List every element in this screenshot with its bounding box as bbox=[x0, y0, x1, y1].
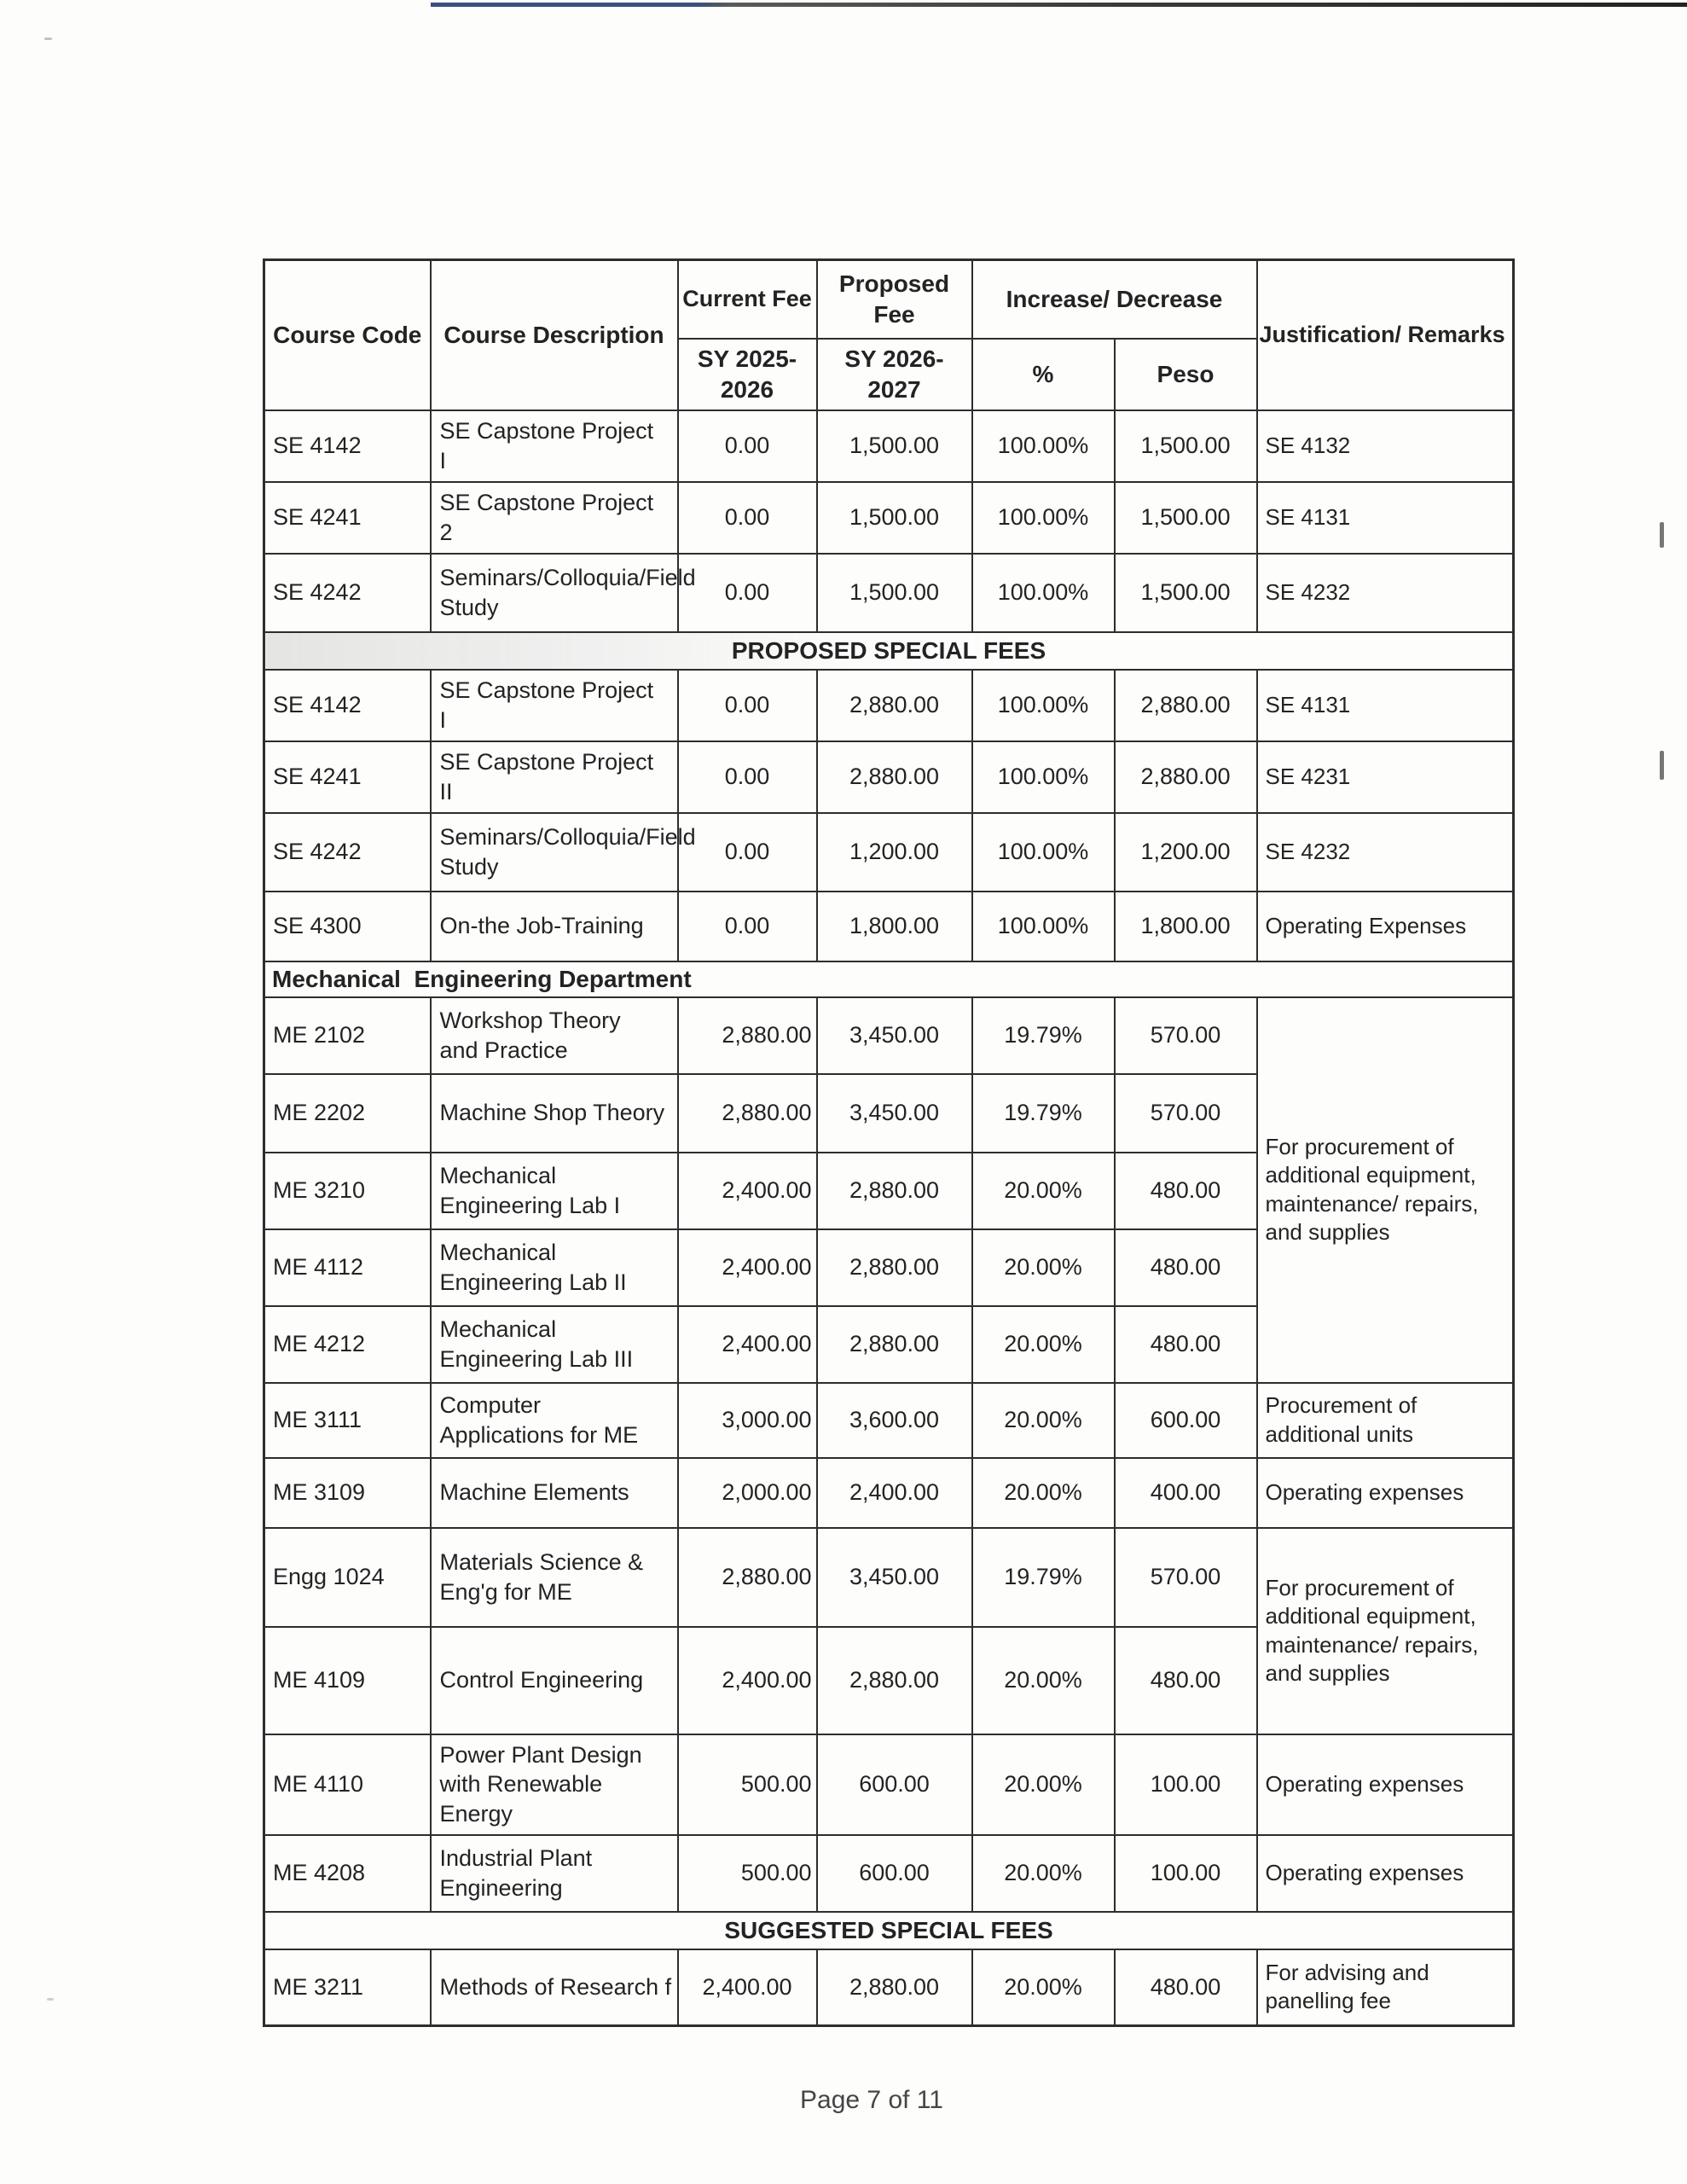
percent-cell: 20.00% bbox=[972, 1458, 1115, 1528]
table-row bbox=[264, 1734, 1514, 1835]
peso-cell: 400.00 bbox=[1115, 1458, 1257, 1528]
justification-cell: Operating expenses bbox=[1257, 1458, 1514, 1528]
table-row bbox=[264, 997, 1514, 1074]
course-description-header: Course Description bbox=[431, 260, 678, 410]
table-row bbox=[264, 741, 1514, 813]
description-cell: SE Capstone Project I bbox=[431, 670, 678, 741]
table-row bbox=[264, 1949, 1514, 2026]
justification-cell-merged: For procurement of additional equipment, maintenance/ repairs, and supplies bbox=[1257, 1528, 1514, 1734]
scan-artifact bbox=[44, 38, 52, 40]
percent-cell: 20.00% bbox=[972, 1627, 1115, 1734]
section-band-proposed-special-fees: PROPOSED SPECIAL FEES bbox=[264, 632, 1514, 670]
current-fee-cell: 500.00 bbox=[678, 1734, 817, 1835]
table-row bbox=[264, 1383, 1514, 1458]
percent-cell: 100.00% bbox=[972, 670, 1115, 741]
course-code-cell: Engg 1024 bbox=[264, 1528, 431, 1627]
section-row bbox=[264, 1912, 1514, 1949]
peso-cell: 1,500.00 bbox=[1115, 482, 1257, 554]
course-code-cell: ME 3210 bbox=[264, 1153, 431, 1229]
justification-cell: SE 4231 bbox=[1257, 741, 1514, 813]
peso-cell: 1,800.00 bbox=[1115, 892, 1257, 961]
current-fee-cell: 2,400.00 bbox=[678, 1229, 817, 1306]
scan-artifact bbox=[1660, 751, 1664, 780]
justification-cell: SE 4132 bbox=[1257, 410, 1514, 482]
current-fee-cell: 0.00 bbox=[678, 410, 817, 482]
table-row bbox=[264, 482, 1514, 554]
table-row bbox=[264, 1835, 1514, 1912]
percent-cell: 100.00% bbox=[972, 892, 1115, 961]
proposed-fee-cell: 1,500.00 bbox=[817, 482, 972, 554]
proposed-fee-cell: 3,450.00 bbox=[817, 997, 972, 1074]
table-row bbox=[264, 1528, 1514, 1627]
peso-cell: 480.00 bbox=[1115, 1306, 1257, 1383]
peso-cell: 480.00 bbox=[1115, 1153, 1257, 1229]
description-cell: SE Capstone Project 2 bbox=[431, 482, 678, 554]
table-row bbox=[264, 410, 1514, 482]
course-code-cell: SE 4241 bbox=[264, 482, 431, 554]
peso-cell: 480.00 bbox=[1115, 1627, 1257, 1734]
proposed-fee-cell: 2,880.00 bbox=[817, 1153, 972, 1229]
peso-cell: 570.00 bbox=[1115, 1074, 1257, 1153]
scan-artifact bbox=[47, 1998, 54, 2001]
proposed-fee-cell: 2,880.00 bbox=[817, 1306, 972, 1383]
description-cell: Industrial Plant Engineering bbox=[431, 1835, 678, 1912]
course-code-cell: ME 4110 bbox=[264, 1734, 431, 1835]
description-cell: Mechanical Engineering Lab III bbox=[431, 1306, 678, 1383]
table-row bbox=[264, 892, 1514, 961]
peso-cell: 1,500.00 bbox=[1115, 554, 1257, 632]
scan-artifact bbox=[1660, 522, 1664, 548]
percent-cell: 19.79% bbox=[972, 997, 1115, 1074]
percent-cell: 19.79% bbox=[972, 1528, 1115, 1627]
peso-cell: 570.00 bbox=[1115, 1528, 1257, 1627]
current-fee-cell: 2,400.00 bbox=[678, 1306, 817, 1383]
description-cell: SE Capstone Project I bbox=[431, 410, 678, 482]
course-code-cell: ME 2102 bbox=[264, 997, 431, 1074]
table-row bbox=[264, 670, 1514, 741]
description-cell: Workshop Theory and Practice bbox=[431, 997, 678, 1074]
proposed-fee-cell: 1,200.00 bbox=[817, 813, 972, 892]
section-row bbox=[264, 961, 1514, 997]
percent-cell: 20.00% bbox=[972, 1835, 1115, 1912]
justification-cell: Operating Expenses bbox=[1257, 892, 1514, 961]
proposed-fee-cell: 2,880.00 bbox=[817, 1949, 972, 2026]
percent-cell: 20.00% bbox=[972, 1383, 1115, 1458]
section-row bbox=[264, 632, 1514, 670]
course-code-cell: SE 4300 bbox=[264, 892, 431, 961]
current-fee-cell: 3,000.00 bbox=[678, 1383, 817, 1458]
current-fee-cell: 0.00 bbox=[678, 670, 817, 741]
course-code-cell: SE 4242 bbox=[264, 813, 431, 892]
sy-proposed-header: SY 2026-2027 bbox=[817, 339, 972, 410]
peso-cell: 480.00 bbox=[1115, 1229, 1257, 1306]
proposed-fee-cell: 3,450.00 bbox=[817, 1528, 972, 1627]
description-cell: Machine Shop Theory bbox=[431, 1074, 678, 1153]
proposed-fee-cell: 2,880.00 bbox=[817, 1229, 972, 1306]
description-cell: Seminars/Colloquia/Field Study bbox=[431, 813, 678, 892]
current-fee-cell: 0.00 bbox=[678, 813, 817, 892]
course-code-cell: ME 4109 bbox=[264, 1627, 431, 1734]
justification-cell: SE 4232 bbox=[1257, 813, 1514, 892]
sy-current-header: SY 2025-2026 bbox=[678, 339, 817, 410]
course-code-cell: ME 4112 bbox=[264, 1229, 431, 1306]
description-cell: Control Engineering bbox=[431, 1627, 678, 1734]
percent-cell: 100.00% bbox=[972, 482, 1115, 554]
current-fee-cell: 2,880.00 bbox=[678, 997, 817, 1074]
proposed-fee-cell: 3,450.00 bbox=[817, 1074, 972, 1153]
course-code-cell: ME 4212 bbox=[264, 1306, 431, 1383]
proposed-fee-cell: 600.00 bbox=[817, 1734, 972, 1835]
section-band-mechanical-department: Mechanical Engineering Department bbox=[264, 961, 1514, 997]
section-band-suggested-special-fees: SUGGESTED SPECIAL FEES bbox=[264, 1912, 1514, 1949]
current-fee-cell: 0.00 bbox=[678, 741, 817, 813]
peso-cell: 1,500.00 bbox=[1115, 410, 1257, 482]
current-fee-cell: 2,400.00 bbox=[678, 1153, 817, 1229]
justification-cell: For advising and panelling fee bbox=[1257, 1949, 1514, 2026]
course-code-cell: ME 3109 bbox=[264, 1458, 431, 1528]
proposed-fee-cell: 2,880.00 bbox=[817, 741, 972, 813]
header-row-top bbox=[264, 260, 1514, 339]
description-cell: On-the Job-Training bbox=[431, 892, 678, 961]
proposed-fee-cell: 2,880.00 bbox=[817, 670, 972, 741]
proposed-fee-cell: 2,880.00 bbox=[817, 1627, 972, 1734]
percent-cell: 19.79% bbox=[972, 1074, 1115, 1153]
proposed-fee-cell: 3,600.00 bbox=[817, 1383, 972, 1458]
description-cell: Machine Elements bbox=[431, 1458, 678, 1528]
peso-cell: 480.00 bbox=[1115, 1949, 1257, 2026]
percent-cell: 100.00% bbox=[972, 554, 1115, 632]
justification-cell: SE 4131 bbox=[1257, 482, 1514, 554]
current-fee-cell: 0.00 bbox=[678, 554, 817, 632]
table-row bbox=[264, 813, 1514, 892]
justification-cell-merged: For procurement of additional equipment, maintenance/ repairs, and supplies bbox=[1257, 997, 1514, 1383]
peso-cell: 2,880.00 bbox=[1115, 741, 1257, 813]
peso-cell: 1,200.00 bbox=[1115, 813, 1257, 892]
peso-cell: 100.00 bbox=[1115, 1835, 1257, 1912]
justification-cell: Operating expenses bbox=[1257, 1734, 1514, 1835]
description-cell: Power Plant Design with Renewable Energy bbox=[431, 1734, 678, 1835]
description-cell: Mechanical Engineering Lab I bbox=[431, 1153, 678, 1229]
scan-edge-line bbox=[431, 3, 1687, 7]
peso-cell: 2,880.00 bbox=[1115, 670, 1257, 741]
justification-header: Justification/ Remarks bbox=[1257, 260, 1514, 410]
course-code-cell: SE 4242 bbox=[264, 554, 431, 632]
peso-cell: 570.00 bbox=[1115, 997, 1257, 1074]
percent-cell: 20.00% bbox=[972, 1949, 1115, 2026]
percent-cell: 20.00% bbox=[972, 1153, 1115, 1229]
justification-cell: Operating expenses bbox=[1257, 1835, 1514, 1912]
description-cell: Methods of Research f bbox=[431, 1949, 678, 2026]
description-cell: Mechanical Engineering Lab II bbox=[431, 1229, 678, 1306]
proposed-fee-header: Proposed Fee bbox=[817, 260, 972, 339]
course-code-cell: SE 4142 bbox=[264, 670, 431, 741]
course-code-cell: ME 4208 bbox=[264, 1835, 431, 1912]
proposed-fee-cell: 600.00 bbox=[817, 1835, 972, 1912]
justification-cell: Procurement of additional units bbox=[1257, 1383, 1514, 1458]
course-code-cell: ME 3211 bbox=[264, 1949, 431, 2026]
table-row bbox=[264, 1458, 1514, 1528]
description-cell: SE Capstone Project II bbox=[431, 741, 678, 813]
percent-cell: 100.00% bbox=[972, 741, 1115, 813]
current-fee-header: Current Fee bbox=[678, 260, 817, 339]
percent-cell: 20.00% bbox=[972, 1734, 1115, 1835]
justification-cell: SE 4131 bbox=[1257, 670, 1514, 741]
course-code-cell: ME 2202 bbox=[264, 1074, 431, 1153]
peso-header: Peso bbox=[1115, 339, 1257, 410]
page-number: Page 7 of 11 bbox=[800, 2086, 943, 2114]
percent-header: % bbox=[972, 339, 1115, 410]
current-fee-cell: 2,000.00 bbox=[678, 1458, 817, 1528]
peso-cell: 100.00 bbox=[1115, 1734, 1257, 1835]
percent-cell: 100.00% bbox=[972, 410, 1115, 482]
proposed-fee-cell: 2,400.00 bbox=[817, 1458, 972, 1528]
increase-decrease-header: Increase/ Decrease bbox=[972, 260, 1257, 339]
description-cell: Computer Applications for ME bbox=[431, 1383, 678, 1458]
current-fee-cell: 2,880.00 bbox=[678, 1074, 817, 1153]
current-fee-cell: 2,880.00 bbox=[678, 1528, 817, 1627]
proposed-fee-cell: 1,500.00 bbox=[817, 410, 972, 482]
description-cell: Materials Science & Eng'g for ME bbox=[431, 1528, 678, 1627]
current-fee-cell: 2,400.00 bbox=[678, 1949, 817, 2026]
current-fee-cell: 500.00 bbox=[678, 1835, 817, 1912]
percent-cell: 20.00% bbox=[972, 1229, 1115, 1306]
percent-cell: 100.00% bbox=[972, 813, 1115, 892]
description-cell: Seminars/Colloquia/Field Study bbox=[431, 554, 678, 632]
percent-cell: 20.00% bbox=[972, 1306, 1115, 1383]
justification-cell: SE 4232 bbox=[1257, 554, 1514, 632]
course-code-cell: SE 4241 bbox=[264, 741, 431, 813]
current-fee-cell: 0.00 bbox=[678, 892, 817, 961]
fee-schedule-table bbox=[263, 258, 1515, 2027]
current-fee-cell: 2,400.00 bbox=[678, 1627, 817, 1734]
current-fee-cell: 0.00 bbox=[678, 482, 817, 554]
proposed-fee-cell: 1,800.00 bbox=[817, 892, 972, 961]
course-code-cell: SE 4142 bbox=[264, 410, 431, 482]
peso-cell: 600.00 bbox=[1115, 1383, 1257, 1458]
course-code-cell: ME 3111 bbox=[264, 1383, 431, 1458]
course-code-header: Course Code bbox=[264, 260, 431, 410]
proposed-fee-cell: 1,500.00 bbox=[817, 554, 972, 632]
table-row bbox=[264, 554, 1514, 632]
